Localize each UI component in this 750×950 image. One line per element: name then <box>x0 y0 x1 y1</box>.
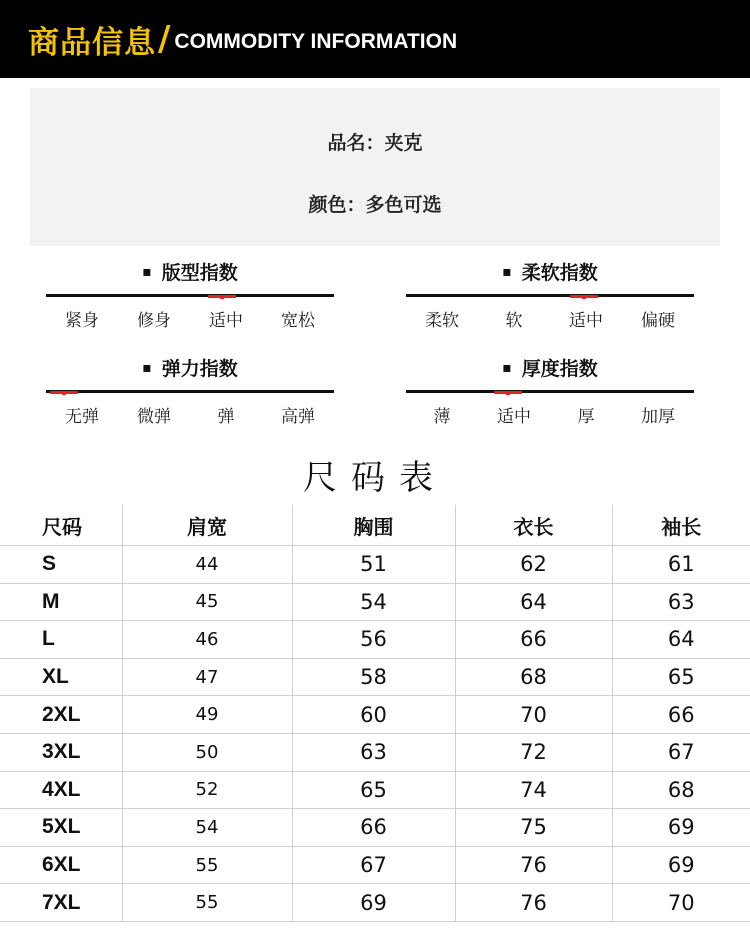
table-row <box>0 696 750 734</box>
fit-index-scale <box>46 258 334 338</box>
table-cell: 49 <box>122 696 292 734</box>
selected-marker <box>570 295 598 298</box>
table-cell: 65 <box>612 658 750 696</box>
scale-title <box>406 354 694 381</box>
scale-labels <box>406 402 694 427</box>
scale-label: 修身 <box>137 311 171 331</box>
scale-label: 适中 <box>209 311 243 331</box>
header-sleeve: 袖长 <box>612 505 750 546</box>
table-cell: 44 <box>122 546 292 584</box>
header-length: 衣长 <box>455 505 612 546</box>
size-table-body <box>0 546 750 922</box>
selected-marker <box>50 391 78 394</box>
scale-title-text: 柔软指数 <box>521 262 598 284</box>
table-cell: 70 <box>455 696 612 734</box>
table-cell: 54 <box>292 583 455 621</box>
scale-label: 宽松 <box>281 311 315 331</box>
table-cell: 58 <box>292 658 455 696</box>
bullet-icon: ▪ <box>142 264 152 280</box>
table-cell: 64 <box>612 621 750 659</box>
table-row <box>0 583 750 621</box>
table-cell: 75 <box>455 809 612 847</box>
product-name: 品名：夹克 <box>327 132 423 154</box>
table-cell: 68 <box>455 658 612 696</box>
scale-line <box>406 294 694 297</box>
thickness-index-scale <box>406 354 694 434</box>
table-cell: 47 <box>122 658 292 696</box>
table-cell: 63 <box>612 583 750 621</box>
scale-line <box>46 390 334 393</box>
table-cell: L <box>0 621 122 659</box>
table-cell: 66 <box>455 621 612 659</box>
table-cell: 69 <box>612 809 750 847</box>
scale-label: 紧身 <box>65 311 99 331</box>
size-chart-table <box>0 505 750 922</box>
table-cell: 70 <box>612 884 750 922</box>
table-cell: 64 <box>455 583 612 621</box>
bullet-icon: ▪ <box>502 264 512 280</box>
header-chest: 胸围 <box>292 505 455 546</box>
table-row <box>0 846 750 884</box>
scale-title-text: 弹力指数 <box>161 358 238 380</box>
table-row <box>0 771 750 809</box>
size-chart-title: 尺码表 <box>303 458 447 498</box>
scale-label: 薄 <box>433 407 451 427</box>
table-cell: 74 <box>455 771 612 809</box>
table-cell: S <box>0 546 122 584</box>
table-cell: 54 <box>122 809 292 847</box>
table-cell: 46 <box>122 621 292 659</box>
table-cell: 5XL <box>0 809 122 847</box>
table-cell: 76 <box>455 884 612 922</box>
table-cell: 2XL <box>0 696 122 734</box>
table-cell: 55 <box>122 884 292 922</box>
scale-label: 厚 <box>577 407 595 427</box>
table-cell: 76 <box>455 846 612 884</box>
scale-label: 适中 <box>569 311 603 331</box>
table-row <box>0 733 750 771</box>
bullet-icon: ▪ <box>502 360 512 376</box>
scale-label: 适中 <box>497 407 531 427</box>
table-cell: 72 <box>455 733 612 771</box>
table-row <box>0 809 750 847</box>
table-cell: 4XL <box>0 771 122 809</box>
header-slash: / <box>158 19 171 59</box>
table-cell: 63 <box>292 733 455 771</box>
table-row <box>0 621 750 659</box>
table-cell: 69 <box>292 884 455 922</box>
table-cell: 52 <box>122 771 292 809</box>
softness-index-scale <box>406 258 694 338</box>
table-cell: 60 <box>292 696 455 734</box>
scale-label: 弹 <box>217 407 235 427</box>
table-cell: XL <box>0 658 122 696</box>
scale-label: 高弹 <box>281 407 315 427</box>
header-shoulder: 肩宽 <box>122 505 292 546</box>
table-row <box>0 546 750 584</box>
scale-label: 无弹 <box>65 407 99 427</box>
table-cell: 66 <box>292 809 455 847</box>
selected-marker <box>494 391 522 394</box>
scale-labels <box>46 306 334 331</box>
scale-label: 偏硬 <box>641 311 675 331</box>
table-cell: 67 <box>292 846 455 884</box>
table-cell: 62 <box>455 546 612 584</box>
table-cell: M <box>0 583 122 621</box>
table-cell: 65 <box>292 771 455 809</box>
scale-title <box>46 354 334 381</box>
table-cell: 6XL <box>0 846 122 884</box>
scale-label: 柔软 <box>425 311 459 331</box>
scale-title <box>406 258 694 285</box>
scale-line <box>46 294 334 297</box>
table-header-row <box>0 505 750 546</box>
table-cell: 66 <box>612 696 750 734</box>
table-row <box>0 658 750 696</box>
header-title-cn: 商品信息 <box>28 24 156 61</box>
header-size: 尺码 <box>0 505 122 546</box>
table-cell: 55 <box>122 846 292 884</box>
header-title-en: COMMODITY INFORMATION <box>174 30 458 53</box>
elasticity-index-scale <box>46 354 334 434</box>
product-color: 颜色：多色可选 <box>308 194 442 216</box>
header-bar <box>0 0 750 78</box>
scale-label: 微弹 <box>137 407 171 427</box>
bullet-icon: ▪ <box>142 360 152 376</box>
scale-labels <box>46 402 334 427</box>
table-cell: 67 <box>612 733 750 771</box>
table-cell: 68 <box>612 771 750 809</box>
scale-line <box>406 390 694 393</box>
table-cell: 7XL <box>0 884 122 922</box>
table-cell: 56 <box>292 621 455 659</box>
table-cell: 45 <box>122 583 292 621</box>
table-cell: 3XL <box>0 733 122 771</box>
scale-labels <box>406 306 694 331</box>
scale-title-text: 版型指数 <box>161 262 238 284</box>
table-cell: 51 <box>292 546 455 584</box>
selected-marker <box>208 295 236 298</box>
product-info-box <box>30 88 720 246</box>
table-cell: 69 <box>612 846 750 884</box>
scale-label: 软 <box>505 311 523 331</box>
table-cell: 61 <box>612 546 750 584</box>
scale-title-text: 厚度指数 <box>521 358 598 380</box>
scale-title <box>46 258 334 285</box>
scale-label: 加厚 <box>641 407 675 427</box>
table-row <box>0 884 750 922</box>
table-cell: 50 <box>122 733 292 771</box>
